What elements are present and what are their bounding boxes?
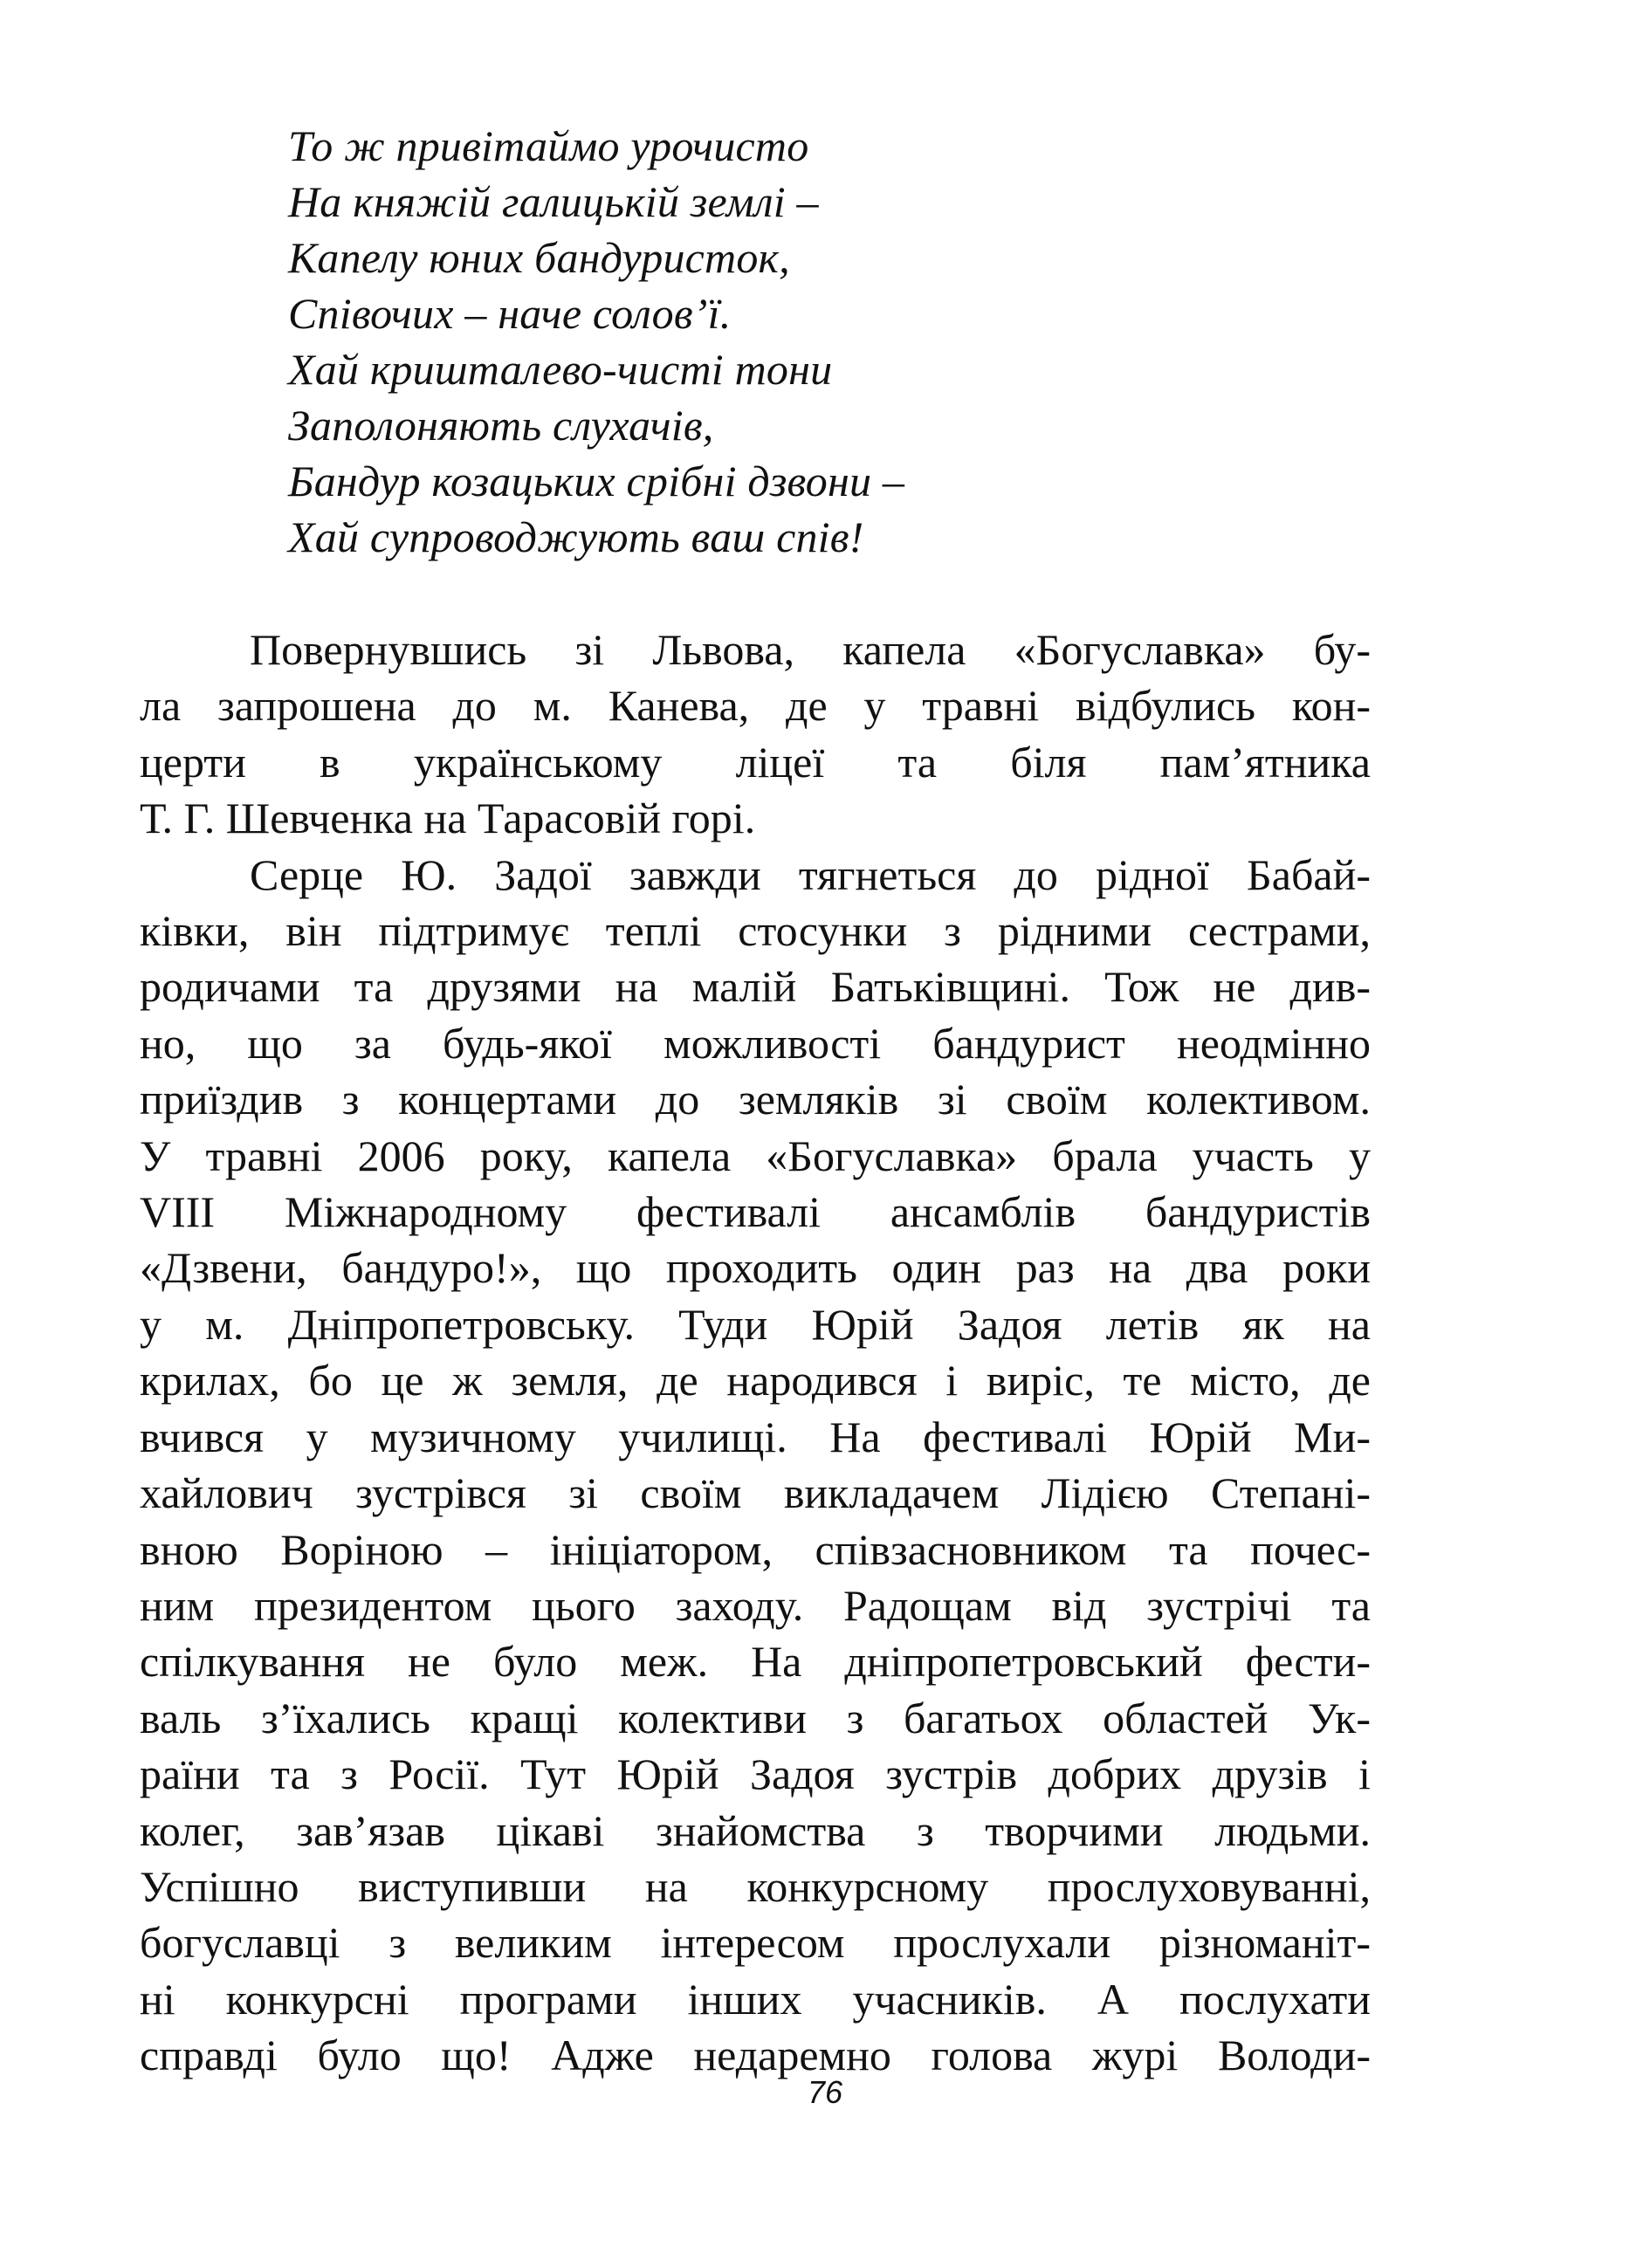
text-line: богуславці з великим інтересом прослухали різноманіт- — [140, 1918, 1371, 1968]
text-line: ківки, він підтримує теплі стосунки з рідними сестрами, — [140, 906, 1371, 956]
text-line: справді було що! Адже недаремно голова журі Володи- — [140, 2031, 1371, 2080]
poem-line: Співочих – наче солов’ї. — [288, 289, 732, 338]
paragraph-festival — [140, 847, 1371, 2084]
poem — [288, 118, 1423, 565]
poem-line: Бандур козацьких срібні дзвони – — [288, 457, 905, 505]
text-line: Успішно виступивши на конкурсному прослуховуванні, — [140, 1861, 1371, 1911]
text-line: вною Воріною – ініціатором, співзасновником та почес- — [140, 1524, 1371, 1574]
text-line: спілкування не було меж. На дніпропетровський фести- — [140, 1637, 1371, 1687]
poem-line: Заполоняють слухачів, — [288, 401, 714, 450]
text-line: Серце Ю. Задої завжди тягнеться до рідної Бабай- — [250, 849, 1371, 899]
text-line: хайлович зустрівся зі своїм викладачем Лідією Степані- — [140, 1468, 1371, 1518]
text-line: Повернувшись зі Львова, капела «Богуславка» бу- — [250, 625, 1371, 674]
text-line: родичами та друзями на малій Батьківщині. Тож не див- — [140, 962, 1371, 1012]
text-line: валь з’їхались кращі колективи з багатьох областей Ук- — [140, 1693, 1371, 1742]
poem-line: Капелу юних бандуристок, — [288, 233, 790, 282]
text-line: но, що за будь-якої можливості бандурист неодмінно — [140, 1018, 1371, 1068]
text-line: «Дзвени, бандуро!», що проходить один раз на два роки — [140, 1243, 1371, 1293]
poem-line: Хай супроводжують ваш спів! — [288, 512, 864, 561]
paragraph-lviv-return — [140, 622, 1371, 847]
body-text — [140, 622, 1371, 2084]
poem-line: На княжій галицькій землі – — [288, 177, 819, 226]
poem-line: Хай кришталево-чисті тони — [288, 345, 833, 394]
text-line: ні конкурсні програми інших учасників. А послухати — [140, 1974, 1371, 2024]
poem-line: То ж привітаймо урочисто — [288, 121, 809, 170]
text-line: VIII Міжнародному фестивалі ансамблів бандуристів — [140, 1187, 1371, 1237]
text-line: вчився у музичному училищі. На фестивалі Юрій Ми- — [140, 1412, 1371, 1461]
text-line: ним президентом цього заходу. Радощам від зустрічі та — [140, 1580, 1371, 1630]
text-line: крилах, бо це ж земля, де народився і виріс, те місто, де — [140, 1356, 1371, 1405]
text-line: приїздив з концертами до земляків зі своїм колективом. — [140, 1075, 1371, 1124]
text-line: у м. Дніпропетровську. Туди Юрій Задоя летів як на — [140, 1299, 1371, 1349]
text-line: Т. Г. Шевченка на Тарасовій горі. — [140, 794, 756, 843]
text-line: раїни та з Росії. Тут Юрій Задоя зустрів добрих друзів і — [140, 1749, 1371, 1799]
text-line: церти в українському ліцеї та біля пам’ятника — [140, 737, 1371, 787]
text-line: ла запрошена до м. Канева, де у травні відбулись кон- — [140, 681, 1371, 731]
page-number: 76 — [807, 2074, 843, 2110]
text-line: колег, зав’язав цікаві знайомства з творчими людьми. — [140, 1805, 1371, 1855]
text-line: У травні 2006 року, капела «Богуславка» брала участь у — [140, 1131, 1371, 1180]
